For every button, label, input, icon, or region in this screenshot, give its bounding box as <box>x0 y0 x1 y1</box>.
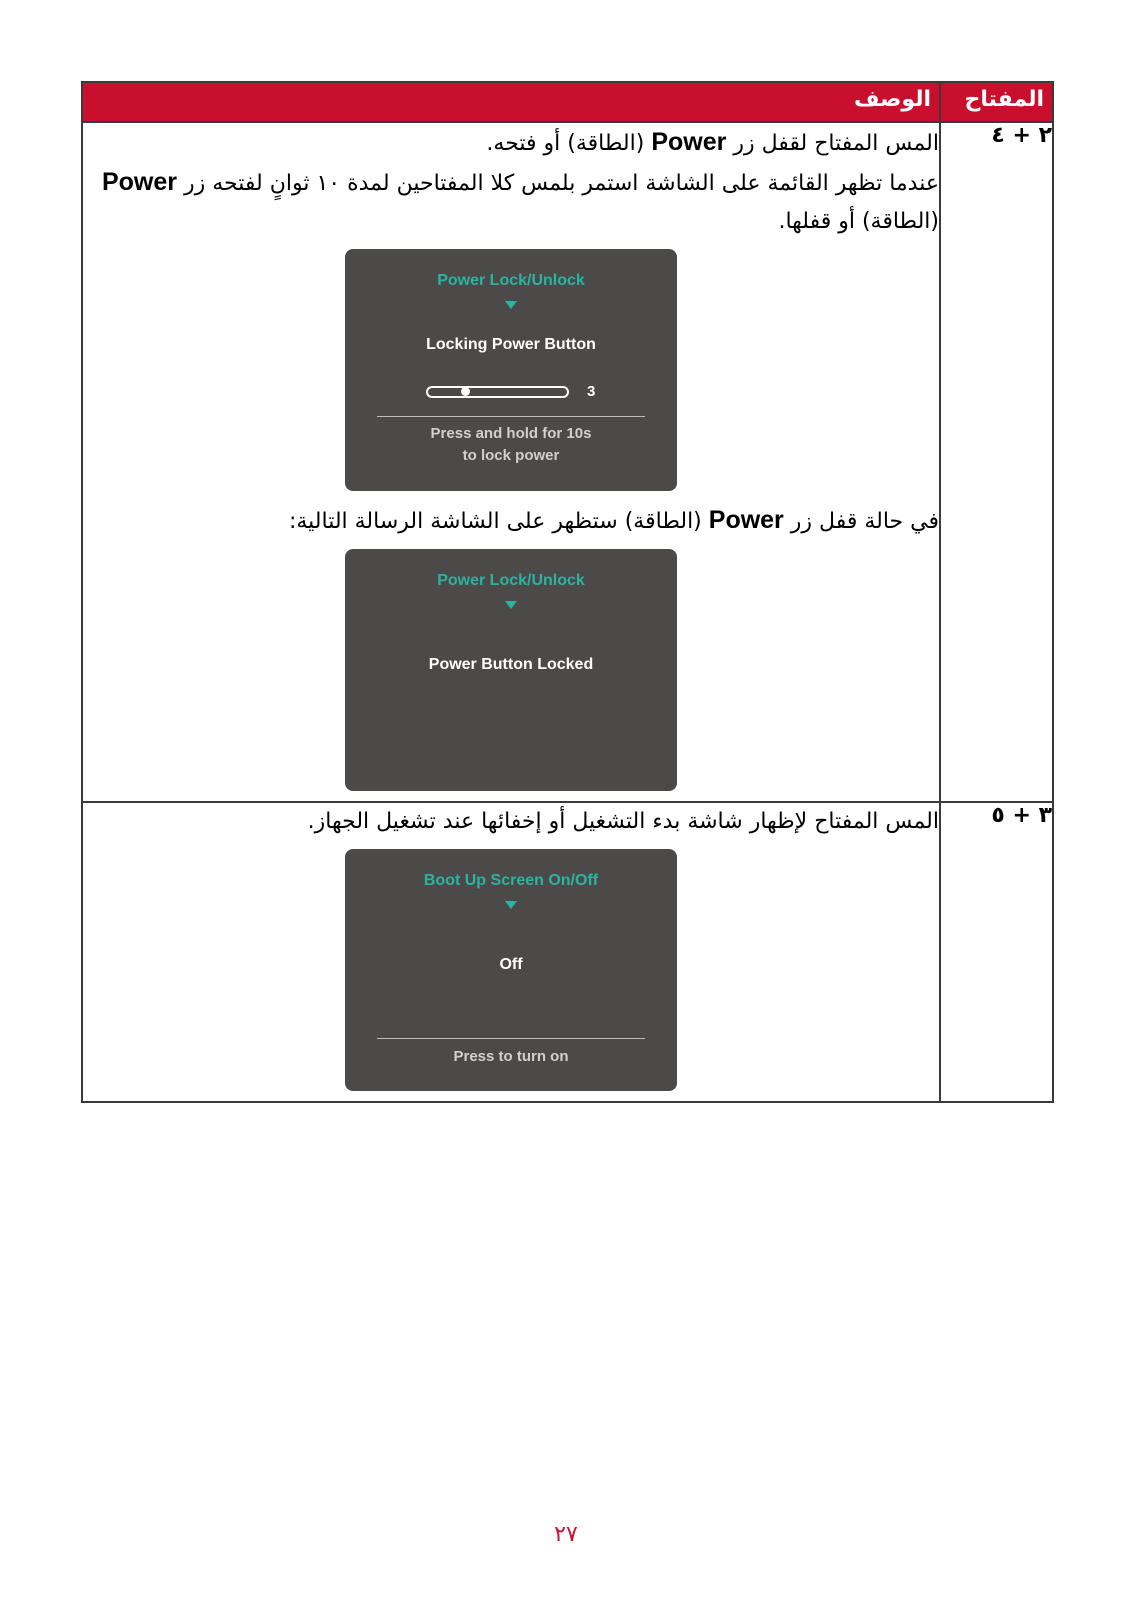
description-line <box>83 163 939 203</box>
text-segment: (الطاقة) أو قفلها. <box>778 209 939 234</box>
osd-slider-knob <box>461 387 470 396</box>
text-segment: المس المفتاح لإظهار شاشة بدء التشغيل أو إخفائها عند تشغيل الجهاز. <box>307 809 939 834</box>
table-header-row <box>82 82 1053 122</box>
header-description: الوصف <box>82 82 940 122</box>
osd-hint-line: to lock power <box>462 447 560 464</box>
key-combo <box>940 122 1053 802</box>
text-segment: عندما تظهر القائمة على الشاشة استمر بلمس كلا المفتاحين لمدة ١٠ ثوانٍ لفتحه زر <box>184 171 939 196</box>
description-line <box>83 203 939 241</box>
text-segment-bold: (الطاقة) أو فتحه. <box>486 131 645 156</box>
power-label: Power <box>101 168 178 196</box>
triangle-down-icon <box>505 601 517 609</box>
osd-hint-line: Press and hold for 10s <box>430 425 592 442</box>
osd-hint <box>345 423 677 467</box>
osd-screenshot-wrapper <box>83 249 939 491</box>
osd-label: Off <box>499 956 523 973</box>
osd-slider-track <box>426 386 569 398</box>
osd-screen-bootup <box>345 849 677 1091</box>
osd-screen-locked <box>345 549 677 791</box>
header-key: المفتاح <box>940 82 1053 122</box>
osd-title: Boot Up Screen On/Off <box>423 872 599 889</box>
description-line <box>83 501 939 541</box>
osd-divider <box>377 416 645 417</box>
osd-divider <box>377 1038 645 1039</box>
osd-screenshot-wrapper <box>83 849 939 1091</box>
osd-slider-value: 3 <box>587 383 596 400</box>
key-combo <box>940 802 1053 1102</box>
osd-label: Power Button Locked <box>428 656 594 673</box>
triangle-down-icon <box>505 301 517 309</box>
power-label: Power <box>708 506 784 534</box>
osd-screen-lock <box>345 249 677 491</box>
key-combo-text: ٣ + ٥ <box>991 803 1052 828</box>
key-combo-text: ٢ + ٤ <box>991 123 1052 148</box>
triangle-down-icon <box>505 901 517 909</box>
osd-title: Power Lock/Unlock <box>437 272 585 289</box>
osd-label: Locking Power Button <box>426 336 596 353</box>
osd-hint: Press to turn on <box>453 1048 569 1065</box>
text-segment: في حالة قفل زر <box>790 509 939 534</box>
text-segment: المس المفتاح لقفل زر <box>733 131 939 156</box>
row-description <box>82 802 940 1102</box>
page-number: ٢٧ <box>554 1522 578 1547</box>
table-row <box>82 802 1053 1102</box>
power-label: Power <box>651 128 727 156</box>
key-description-table <box>81 81 1054 1103</box>
row-description <box>82 122 940 802</box>
osd-screenshot-wrapper <box>83 549 939 791</box>
description-line <box>83 803 939 841</box>
osd-title: Power Lock/Unlock <box>437 572 585 589</box>
table-row <box>82 122 1053 802</box>
text-segment-bold: (الطاقة) ستظهر على الشاشة الرسالة التالية: <box>288 509 702 534</box>
description-line <box>83 123 939 163</box>
